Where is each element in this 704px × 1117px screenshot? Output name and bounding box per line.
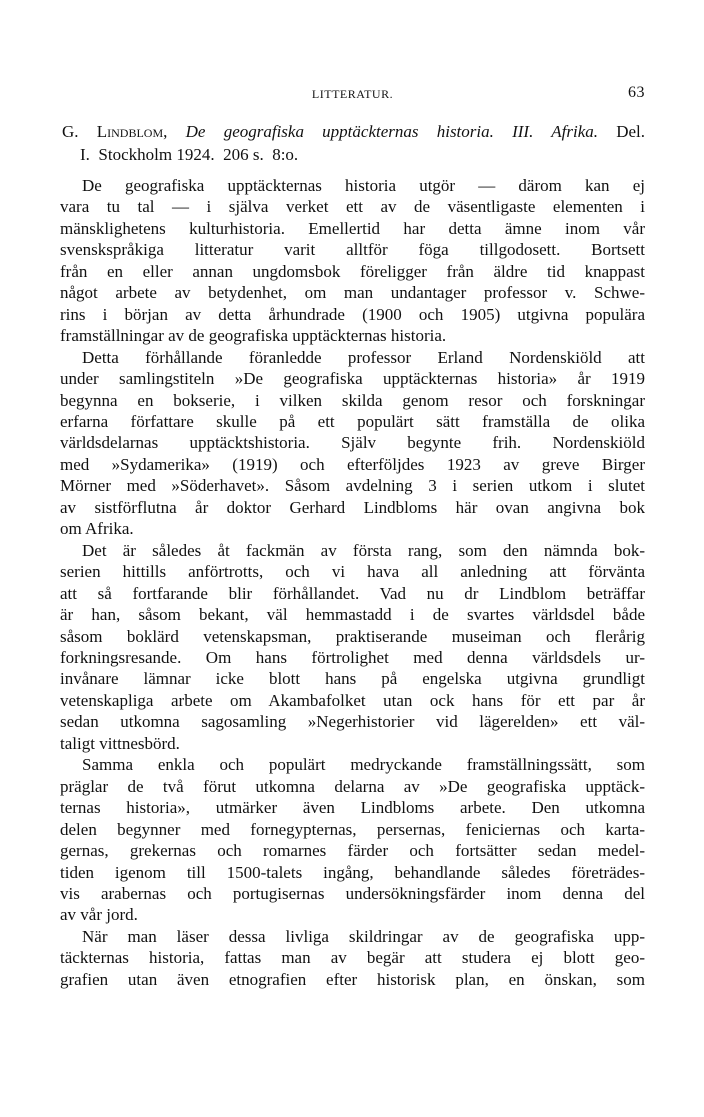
text-line: vetenskapliga arbete om Akambafolket utan ock hans för ett par år [60, 690, 645, 710]
text-line: mänsklighetens kulturhistoria. Emellertid har detta ämne inom vår [60, 218, 645, 238]
text-line: framställningar av de geografiska upptäckternas historia. [60, 326, 447, 346]
running-header [60, 84, 645, 106]
text-line: begynna en bokserie, i vilken skilda genom resor och forskningar [60, 390, 645, 410]
text-line: gernas, grekernas och romarnes färder och fortsätter sedan medel- [60, 841, 645, 861]
citation-title: De geografiska upptäckternas historia. III. Afrika. [185, 122, 598, 141]
text-line: präglar de två förut utkomna delarna av »De geografiska upptäck- [60, 776, 645, 796]
text-line: invånare lämnar icke blott hans på engelska utgivna grundligt [60, 669, 645, 689]
running-title: LITTERATUR. [311, 87, 394, 101]
text-line: från en eller annan ungdomsbok föreligger från äldre tid knappast [60, 261, 645, 281]
text-line: tiden igenom till 1500-talets ingång, behandlande således företrädes- [60, 862, 645, 882]
citation-line-1 [62, 120, 645, 143]
text-line: rins i början av detta århundrade (1900 och 1905) utgivna populära [60, 304, 645, 324]
text-line: svenskspråkiga litteratur varit alltför föga tillgodosett. Bortsett [60, 240, 645, 260]
text-line: När man läser dessa livliga skildringar av de geografiska upp- [82, 926, 645, 946]
citation-initial: G. [62, 122, 79, 141]
review-body-text [60, 175, 645, 990]
citation-part: Del. [616, 122, 646, 141]
text-line: av vår jord. [60, 905, 138, 925]
text-line: med »Sydamerika» (1919) och efterföljdes 1923 av greve Birger [60, 454, 645, 474]
text-line: Mörner med »Söderhavet». Såsom avdelning 3 i serien utkom i slutet [60, 476, 645, 496]
text-line: serien hittills anförtrotts, och vi hava all anledning att förvänta [60, 562, 645, 582]
text-line: såsom boklärd vetenskapsman, praktiserande museiman och flerårig [60, 626, 645, 646]
text-line: är han, såsom bekant, väl hemmastadd i de svartes världsdel både [60, 605, 645, 625]
citation-line-2: I. Stockholm 1924. 206 s. 8:o. [80, 145, 299, 164]
book-citation [62, 120, 645, 166]
text-line: Detta förhållande föranledde professor Erland Nordenskiöld att [82, 347, 645, 367]
citation-author: Lindblom, [96, 122, 168, 141]
text-line: erfarna författare skulle på ett populärt sätt framställa de olika [60, 411, 645, 431]
text-line: täckternas historia, fattas man av begär att studera ej blott geo- [60, 948, 645, 968]
text-line: delen begynner med fornegypternas, persernas, feniciernas och karta- [60, 819, 645, 839]
text-line: ternas historia», utmärker även Lindbloms arbete. Den utkomna [60, 798, 645, 818]
text-line: att så fortfarande blir förhållandet. Vad nu dr Lindblom beträffar [60, 583, 645, 603]
text-line: taligt vittnesbörd. [60, 733, 180, 753]
text-line: grafien utan även etnografien efter historisk plan, en önskan, som [60, 969, 645, 989]
text-line: något arbete av betydenhet, om man undantager professor v. Schwe- [60, 283, 645, 303]
text-line: forkningsresande. Om hans förtrolighet med denna världsdels ur- [60, 647, 645, 667]
text-line: Samma enkla och populärt medryckande framställningssätt, som [82, 755, 645, 775]
text-line: världsdelarnas upptäcktshistoria. Själv begynte frih. Nordenskiöld [60, 433, 645, 453]
text-line: De geografiska upptäckternas historia utgör — därom kan ej [82, 176, 645, 195]
text-line: av sistförflutna år doktor Gerhard Lindbloms här ovan angivna bok [60, 497, 645, 517]
text-line: vara tu tal — i själva verket ett av de väsentligaste elementen i [60, 197, 645, 217]
text-line: om Afrika. [60, 519, 134, 539]
text-line: sedan utkomna sagosamling »Negerhistorier vid lägerelden» ett väl- [60, 712, 645, 732]
page-number: 63 [628, 84, 645, 101]
text-line: vis arabernas och portugisernas undersökningsfärder inom denna del [60, 883, 645, 903]
text-line: under samlingstiteln »De geografiska upptäckternas historia» år 1919 [60, 369, 645, 389]
text-line: Det är således åt fackmän av första rang, som den nämnda bok- [82, 540, 645, 560]
